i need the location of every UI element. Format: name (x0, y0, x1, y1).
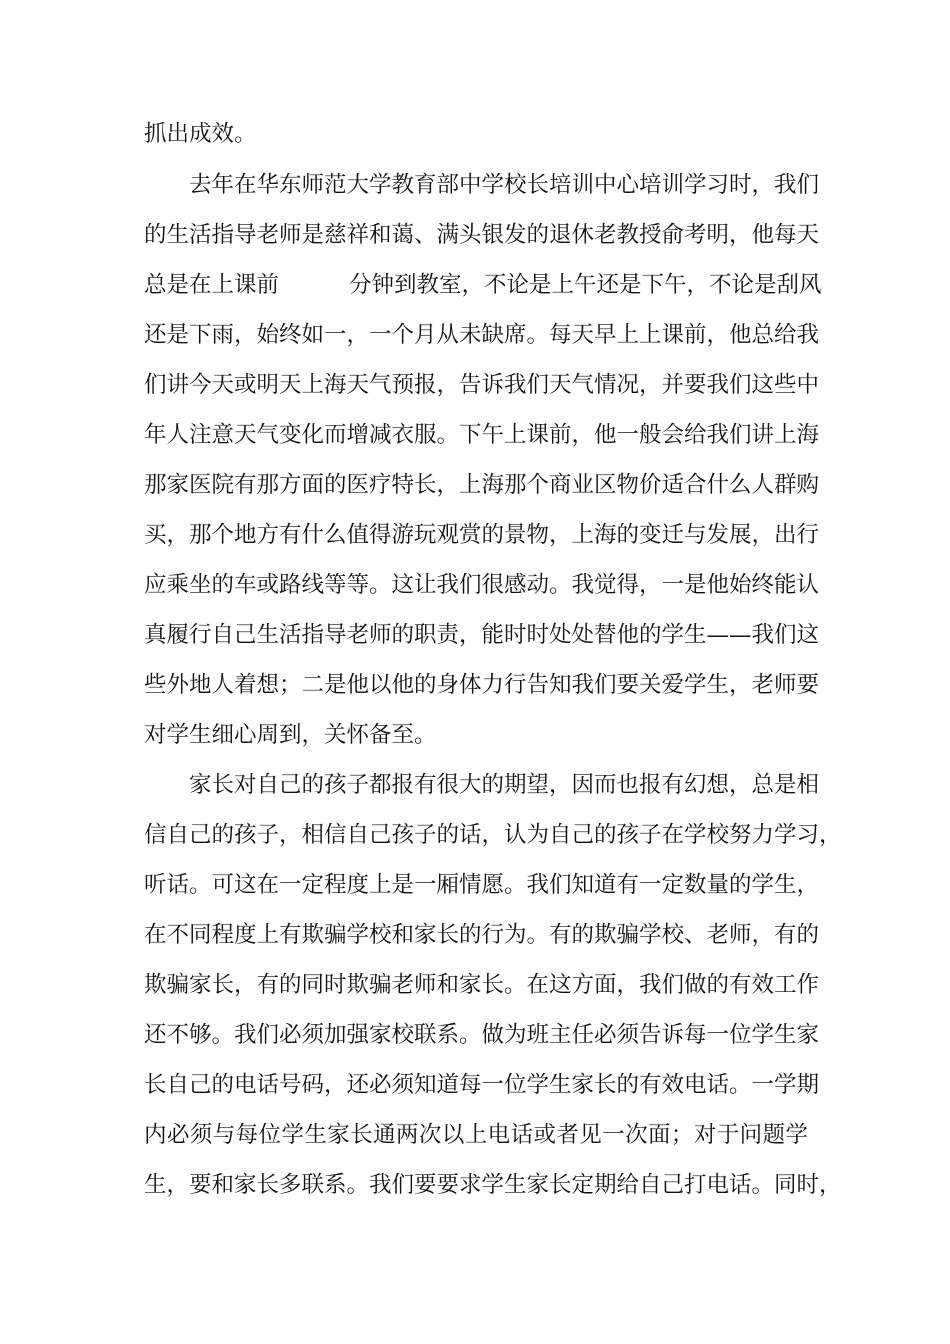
text-line-20: 长自己的电话号码，还必须知道每一位学生家长的有效电话。一学期 (144, 1072, 820, 1098)
text-line-10: 应乘坐的车或路线等等。这让我们很感动。我觉得，一是他始终能认 (144, 572, 820, 598)
text-line-19: 还不够。我们必须加强家校联系。做为班主任必须告诉每一位学生家 (144, 1022, 820, 1048)
text-line-5: 还是下雨，始终如一，一个月从未缺席。每天早上上课前，他总给我 (144, 322, 820, 348)
text-line-7: 年人注意天气变化而增减衣服。下午上课前，他一般会给我们讲上海 (144, 422, 820, 448)
text-line-18: 欺骗家长，有的同时欺骗老师和家长。在这方面，我们做的有效工作 (144, 972, 820, 998)
paragraph-start-line-14: 家长对自己的孩子都报有很大的期望，因而也报有幻想，总是相 (189, 772, 820, 798)
text-line-13: 对学生细心周到，关怀备至。 (144, 722, 437, 748)
text-line-4-after-gap: 分钟到教室，不论是上午还是下午，不论是刮风 (349, 272, 822, 298)
text-line-6: 们讲今天或明天上海天气预报，告诉我们天气情况，并要我们这些中 (144, 372, 820, 398)
text-line-9: 买，那个地方有什么值得游玩观赏的景物，上海的变迁与发展，出行 (144, 522, 820, 548)
text-line-11: 真履行自己生活指导老师的职责，能时时处处替他的学生——我们这 (144, 622, 820, 648)
text-line-21: 内必须与每位学生家长通两次以上电话或者见一次面；对于问题学 (144, 1122, 808, 1148)
text-line-17: 在不同程度上有欺骗学校和家长的行为。有的欺骗学校、老师，有的 (144, 922, 820, 948)
text-line-12: 些外地人着想；二是他以他的身体力行告知我们要关爱学生，老师要 (144, 672, 820, 698)
text-line-16: 听话。可这在一定程度上是一厢情愿。我们知道有一定数量的学生， (144, 872, 820, 898)
text-line-4-before-gap: 总是在上课前 (144, 272, 280, 298)
paragraph-start-line-2: 去年在华东师范大学教育部中学校长培训中心培训学习时，我们 (189, 172, 820, 198)
text-line-15: 信自己的孩子，相信自己孩子的话，认为自己的孩子在学校努力学习， (144, 822, 842, 848)
text-line-8: 那家医院有那方面的医疗特长，上海那个商业区物价适合什么人群购 (144, 472, 820, 498)
text-line-22: 生，要和家长多联系。我们要要求学生家长定期给自己打电话。同时， (144, 1172, 842, 1198)
text-line-3: 的生活指导老师是慈祥和蔼、满头银发的退休老教授俞考明，他每天 (144, 222, 820, 248)
text-line-4 (144, 260, 822, 310)
text-line-1: 抓出成效。 (144, 121, 257, 147)
